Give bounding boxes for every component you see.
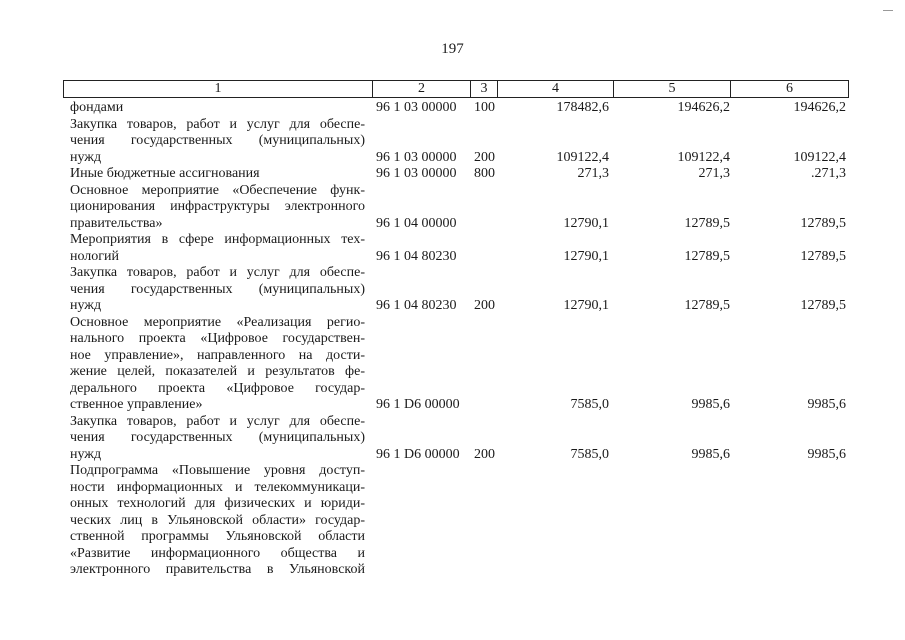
target-article-code: 96 1 03 00000 [376, 100, 457, 115]
page-number: 197 [441, 41, 464, 57]
target-article-code: 96 1 D6 00000 [376, 446, 460, 462]
amount-col-5: 12789,5 [684, 298, 730, 313]
amount-col-6: 12789,5 [800, 248, 846, 264]
header-col-2: 2 [373, 81, 471, 97]
row-description [70, 315, 365, 414]
description-line: Закупка товаров, работ и услуг для обеспе- [70, 116, 365, 132]
amount-col-4: 7585,0 [570, 397, 609, 412]
description-line: чения государственных (муниципальных) [70, 430, 365, 445]
amount-col-4: 7585,0 [570, 446, 609, 462]
amount-col-5: 9985,6 [691, 397, 730, 412]
description-line: чения государственных (муниципальных) [70, 281, 365, 297]
amount-col-5: 12789,5 [684, 248, 730, 264]
description-line: чения государственных (муниципальных) [70, 133, 365, 148]
description-line: правительства» [70, 215, 163, 231]
amount-col-4: 178482,6 [556, 100, 609, 115]
amount-col-4: 12790,1 [563, 215, 609, 231]
description-line: ческих лиц в Ульяновской области» государ- [70, 512, 365, 528]
amount-col-4: 12790,1 [563, 248, 609, 264]
amount-col-5: 9985,6 [691, 446, 730, 462]
row-description [70, 117, 365, 167]
header-col-3: 3 [471, 81, 498, 97]
amount-col-4: 12790,1 [563, 298, 609, 313]
target-article-code: 96 1 04 80230 [376, 248, 457, 264]
target-article-code: 96 1 D6 00000 [376, 397, 460, 412]
scan-artifact [883, 10, 893, 11]
description-line: ное управление», направленного на дости- [70, 347, 365, 363]
row-description [70, 183, 365, 233]
description-line: Основное мероприятие «Реализация регио- [70, 314, 365, 330]
amount-col-6: 9985,6 [807, 446, 846, 462]
expense-type-code: 800 [474, 166, 495, 181]
row-description [70, 463, 365, 579]
amount-col-6: 12789,5 [800, 215, 846, 231]
description-line: Закупка товаров, работ и услуг для обеспе- [70, 265, 365, 280]
target-article-code: 96 1 03 00000 [376, 166, 457, 181]
amount-col-4: 271,3 [577, 166, 609, 181]
description-line: «Развитие информационного общества и [70, 545, 365, 561]
header-col-1: 1 [64, 81, 373, 97]
header-col-4: 4 [498, 81, 614, 97]
amount-col-5: 109122,4 [677, 149, 730, 165]
description-line: нужд [70, 446, 102, 462]
description-line: ственное управление» [70, 397, 203, 412]
description-line: Мероприятия в сфере информационных тех- [70, 232, 365, 247]
amount-col-4: 109122,4 [556, 149, 609, 165]
description-line: ционирования инфраструктуры электронного [70, 199, 365, 214]
expense-type-code: 200 [474, 298, 495, 313]
row-description [70, 414, 365, 464]
row-description [70, 232, 365, 265]
amount-col-5: 12789,5 [684, 215, 730, 231]
target-article-code: 96 1 04 00000 [376, 215, 457, 231]
expense-type-code: 200 [474, 149, 495, 165]
table-header [63, 80, 849, 98]
description-line: онных технологий для физических и юриди- [70, 496, 365, 511]
row-description [70, 100, 365, 117]
row-description [70, 166, 365, 183]
description-line: нужд [70, 149, 102, 165]
description-line: электронного правительства в Ульяновской [70, 562, 365, 577]
amount-col-6: .271,3 [811, 166, 846, 181]
description-line: фондами [70, 100, 124, 115]
expense-type-code: 100 [474, 100, 495, 115]
description-line: ственной программы Ульяновской области [70, 529, 365, 544]
amount-col-5: 194626,2 [677, 100, 730, 115]
amount-col-5: 271,3 [698, 166, 730, 181]
expense-type-code: 200 [474, 446, 495, 462]
amount-col-6: 109122,4 [793, 149, 846, 165]
description-line: нужд [70, 298, 102, 313]
row-description [70, 265, 365, 315]
description-line: нологий [70, 248, 120, 264]
description-line: Основное мероприятие «Обеспечение функ- [70, 182, 365, 198]
description-line: Закупка товаров, работ и услуг для обеспе- [70, 413, 365, 429]
description-line: жение целей, показателей и результатов фе- [70, 364, 365, 379]
description-line: Подпрограмма «Повышение уровня доступ- [70, 463, 365, 478]
description-line: ности информационных и телекоммуникаци- [70, 479, 365, 495]
amount-col-6: 194626,2 [793, 100, 846, 115]
description-line: нального проекта «Цифровое государствен- [70, 331, 365, 346]
description-line: дерального проекта «Цифровое государ- [70, 380, 365, 396]
description-line: Иные бюджетные ассигнования [70, 166, 260, 181]
amount-col-6: 9985,6 [807, 397, 846, 412]
target-article-code: 96 1 03 00000 [376, 149, 457, 165]
target-article-code: 96 1 04 80230 [376, 298, 457, 313]
amount-col-6: 12789,5 [800, 298, 846, 313]
header-col-6: 6 [786, 81, 793, 96]
header-col-5: 5 [614, 81, 731, 97]
